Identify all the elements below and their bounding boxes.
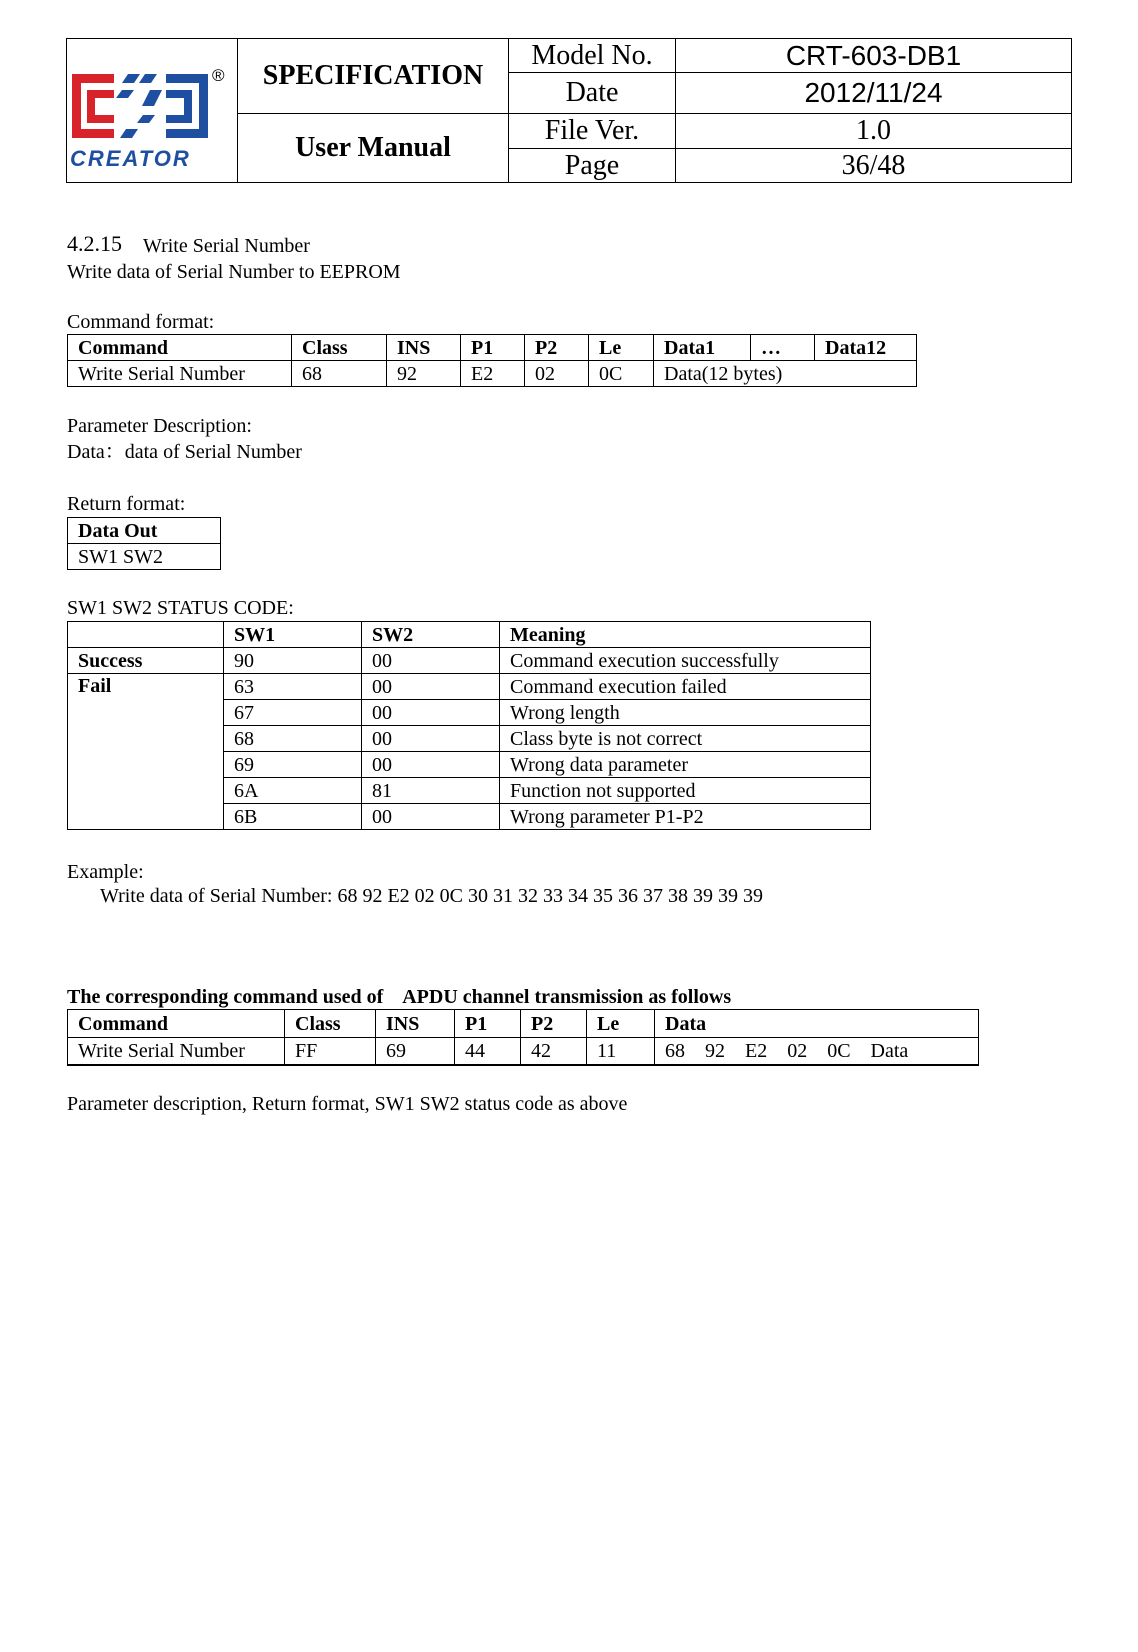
status-header-sw2: SW2 <box>362 622 500 648</box>
status-sw1: 69 <box>224 752 362 778</box>
page-label: Page <box>509 149 676 183</box>
apdu-header-ins: INS <box>376 1010 455 1038</box>
creator-logo-icon <box>70 66 220 170</box>
apdu-header-command: Command <box>68 1010 285 1038</box>
apdu-cell-le: 11 <box>587 1038 655 1065</box>
manual-title: User Manual <box>238 114 509 183</box>
status-label: SW1 SW2 STATUS CODE: <box>67 597 294 619</box>
apdu-cell-p2: 42 <box>521 1038 587 1065</box>
apdu-header-p2: P2 <box>521 1010 587 1038</box>
status-sw1: 6A <box>224 778 362 804</box>
section-number: 4.2.15 <box>67 231 122 256</box>
status-sw2: 00 <box>362 700 500 726</box>
model-label: Model No. <box>509 39 676 73</box>
status-meaning: Class byte is not correct <box>500 726 871 752</box>
section-description: Write data of Serial Number to EEPROM <box>67 261 401 283</box>
status-sw1: 67 <box>224 700 362 726</box>
cmd-header-ellipsis: … <box>751 335 815 361</box>
model-value: CRT-603-DB1 <box>676 39 1072 73</box>
cmd-cell-command: Write Serial Number <box>68 361 292 387</box>
cmd-header-command: Command <box>68 335 292 361</box>
cmd-cell-le: 0C <box>589 361 654 387</box>
status-sw2: 81 <box>362 778 500 804</box>
apdu-cell-ins: 69 <box>376 1038 455 1065</box>
apdu-header-p1: P1 <box>455 1010 521 1038</box>
table-row <box>68 648 871 674</box>
status-sw2: 00 <box>362 804 500 830</box>
cmd-header-class: Class <box>292 335 387 361</box>
apdu-title: The corresponding command used of APDU channel transmission as follows <box>67 986 732 1008</box>
apdu-table <box>67 1009 979 1066</box>
status-meaning: Wrong data parameter <box>500 752 871 778</box>
command-format-table <box>67 334 917 387</box>
creator-logo <box>70 66 220 170</box>
example-label: Example: <box>67 861 144 883</box>
status-sw1: 63 <box>224 674 362 700</box>
example-line: Write data of Serial Number: 68 92 E2 02 0C 30 31 32 33 34 35 36 37 38 39 39 39 <box>100 885 763 907</box>
filever-value: 1.0 <box>676 114 1072 149</box>
status-sw1: 90 <box>224 648 362 674</box>
status-meaning: Wrong length <box>500 700 871 726</box>
parameter-label: Parameter Description: <box>67 415 252 437</box>
section-title: Write Serial Number <box>143 235 310 257</box>
cmd-header-p1: P1 <box>461 335 525 361</box>
apdu-cell-command: Write Serial Number <box>68 1038 285 1065</box>
status-header-meaning: Meaning <box>500 622 871 648</box>
status-header-sw1: SW1 <box>224 622 362 648</box>
cmd-header-data1: Data1 <box>654 335 751 361</box>
status-sw2: 00 <box>362 752 500 778</box>
apdu-cell-class: FF <box>285 1038 376 1065</box>
command-format-label: Command format: <box>67 311 215 333</box>
cmd-cell-data: Data(12 bytes) <box>654 361 917 387</box>
status-meaning: Command execution successfully <box>500 648 871 674</box>
cmd-cell-class: 68 <box>292 361 387 387</box>
status-meaning: Function not supported <box>500 778 871 804</box>
footer-note: Parameter description, Return format, SW1 SW2 status code as above <box>67 1093 628 1115</box>
cmd-cell-p2: 02 <box>525 361 589 387</box>
cmd-header-ins: INS <box>387 335 461 361</box>
table-row <box>68 674 871 700</box>
return-header: Data Out <box>68 518 221 544</box>
date-value: 2012/11/24 <box>676 73 1072 114</box>
spec-title: SPECIFICATION <box>238 39 509 114</box>
cmd-header-p2: P2 <box>525 335 589 361</box>
apdu-header-data: Data <box>655 1010 979 1038</box>
apdu-cell-p1: 44 <box>455 1038 521 1065</box>
registered-mark: ® <box>212 66 225 85</box>
return-format-table <box>67 517 221 570</box>
status-fail-label: Fail <box>68 674 224 830</box>
filever-label: File Ver. <box>509 114 676 149</box>
status-table <box>67 621 871 830</box>
cmd-cell-ins: 92 <box>387 361 461 387</box>
status-meaning: Wrong parameter P1-P2 <box>500 804 871 830</box>
status-sw1: 68 <box>224 726 362 752</box>
page-value: 36/48 <box>676 149 1072 183</box>
status-sw2: 00 <box>362 648 500 674</box>
logo-text: CREATOR <box>70 146 191 170</box>
apdu-header-class: Class <box>285 1010 376 1038</box>
cmd-header-le: Le <box>589 335 654 361</box>
parameter-data-line: Data：data of Serial Number <box>67 441 302 463</box>
cmd-cell-p1: E2 <box>461 361 525 387</box>
status-success-label: Success <box>68 648 224 674</box>
date-label: Date <box>509 73 676 114</box>
status-meaning: Command execution failed <box>500 674 871 700</box>
status-sw1: 6B <box>224 804 362 830</box>
status-header-blank <box>68 622 224 648</box>
apdu-header-le: Le <box>587 1010 655 1038</box>
return-value: SW1 SW2 <box>68 544 221 570</box>
status-sw2: 00 <box>362 674 500 700</box>
status-sw2: 00 <box>362 726 500 752</box>
cmd-header-data12: Data12 <box>815 335 917 361</box>
apdu-cell-data: 68 92 E2 02 0C Data <box>655 1038 979 1065</box>
return-format-label: Return format: <box>67 493 186 515</box>
